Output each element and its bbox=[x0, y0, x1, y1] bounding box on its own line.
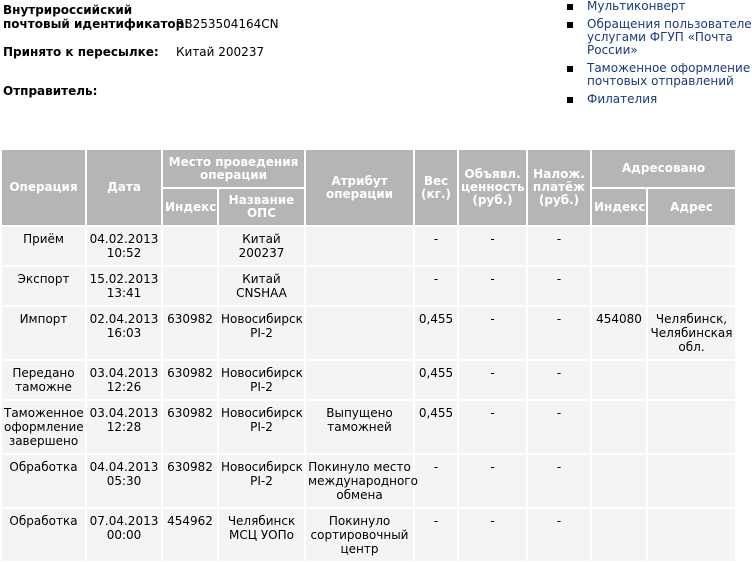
cell-ops-name-text: Китай bbox=[242, 272, 281, 286]
cell-date bbox=[86, 360, 162, 400]
cell-attribute bbox=[305, 306, 414, 360]
link-customs-line2: почтовых отправлений bbox=[587, 74, 734, 88]
header-address-index: Индекс bbox=[591, 188, 647, 226]
cell-address bbox=[647, 360, 736, 400]
cell-attribute-text: Покинуло место международного обмена bbox=[308, 460, 418, 502]
cell-operation bbox=[1, 454, 86, 508]
cell-attribute bbox=[305, 508, 414, 562]
cell-address-index-text: 454080 bbox=[596, 312, 642, 326]
cell-date-text: 07.04.2013 bbox=[89, 514, 159, 528]
cell-declared-value-text: - bbox=[490, 366, 495, 380]
cell-attribute bbox=[305, 266, 414, 306]
cell-weight bbox=[414, 400, 458, 454]
cell-date bbox=[86, 226, 162, 266]
link-customs-line1: Таможенное оформление bbox=[587, 61, 751, 75]
cell-ops-name bbox=[218, 266, 305, 306]
cell-ops-name bbox=[218, 508, 305, 562]
cell-date-text: 03.04.2013 bbox=[89, 366, 159, 380]
cell-operation bbox=[1, 360, 86, 400]
cell-address-index bbox=[591, 226, 647, 266]
cell-weight bbox=[414, 360, 458, 400]
cell-date-text: 10:52 bbox=[106, 246, 142, 260]
cell-weight bbox=[414, 266, 458, 306]
cell-weight bbox=[414, 226, 458, 266]
cell-date-text: 12:26 bbox=[106, 380, 142, 394]
cell-ops-name-text: МСЦ УОПо bbox=[229, 528, 294, 542]
cell-operation-text: Приём bbox=[23, 232, 64, 246]
cell-ops-name-text: PI-2 bbox=[250, 380, 273, 394]
cell-index-text: 630982 bbox=[167, 406, 213, 420]
link-appeals[interactable] bbox=[587, 17, 752, 57]
table-row bbox=[1, 360, 736, 400]
cell-declared-value-text: - bbox=[490, 232, 495, 246]
link-appeals-line3: России» bbox=[587, 43, 638, 57]
cell-weight-text: - bbox=[433, 232, 439, 246]
cell-address-index bbox=[591, 508, 647, 562]
cell-address-text: Челябинск, Челябинская обл. bbox=[650, 312, 733, 354]
cell-ops-name-text: CNSHAA bbox=[236, 286, 287, 300]
cell-attribute-text: Выпущено таможней bbox=[326, 406, 393, 434]
link-item-appeals bbox=[567, 17, 752, 57]
cell-index-text: 630982 bbox=[167, 366, 213, 380]
cell-declared-value-text: - bbox=[490, 406, 495, 420]
header-declared-value: Объявл. ценность (руб.) bbox=[458, 149, 527, 226]
cell-ops-name-text: PI-2 bbox=[250, 420, 273, 434]
cell-cod bbox=[527, 454, 591, 508]
link-multiconvert[interactable]: Мультиконверт bbox=[587, 0, 686, 13]
cell-date-text: 05:30 bbox=[106, 474, 142, 488]
cell-address-index bbox=[591, 266, 647, 306]
cell-date bbox=[86, 306, 162, 360]
cell-attribute bbox=[305, 400, 414, 454]
cell-index-text: 454962 bbox=[167, 514, 213, 528]
table-row bbox=[1, 306, 736, 360]
cell-address-index bbox=[591, 454, 647, 508]
cell-ops-name bbox=[218, 306, 305, 360]
link-philately[interactable]: Филателия bbox=[587, 92, 658, 106]
cell-cod bbox=[527, 266, 591, 306]
link-item-multiconvert bbox=[567, 0, 737, 13]
cell-ops-name-text: Новосибирск bbox=[221, 312, 303, 326]
cell-weight bbox=[414, 454, 458, 508]
cell-date-text: 00:00 bbox=[106, 528, 142, 542]
table-row bbox=[1, 266, 736, 306]
header-address: Адрес bbox=[647, 188, 736, 226]
cell-index bbox=[162, 226, 218, 266]
cell-operation-text: Экспорт bbox=[17, 272, 70, 286]
table-row bbox=[1, 508, 736, 562]
cell-index bbox=[162, 508, 218, 562]
cell-date bbox=[86, 400, 162, 454]
cell-operation bbox=[1, 508, 86, 562]
cell-address bbox=[647, 400, 736, 454]
cell-weight-text: 0,455 bbox=[418, 312, 454, 326]
cell-declared-value bbox=[458, 508, 527, 562]
cell-date bbox=[86, 508, 162, 562]
table-row bbox=[1, 454, 736, 508]
cell-cod bbox=[527, 226, 591, 266]
header-date: Дата bbox=[86, 149, 162, 226]
cell-weight-text: - bbox=[433, 514, 439, 528]
cell-date-text: 04.02.2013 bbox=[89, 232, 159, 246]
cell-address bbox=[647, 306, 736, 360]
cell-declared-value-text: - bbox=[490, 514, 495, 528]
shipment-info bbox=[3, 3, 189, 31]
cell-index bbox=[162, 400, 218, 454]
side-links bbox=[567, 0, 752, 111]
cell-address bbox=[647, 454, 736, 508]
cell-date-text: 12:28 bbox=[106, 420, 142, 434]
header-attribute: Атрибут операции bbox=[305, 149, 414, 226]
cell-declared-value bbox=[458, 400, 527, 454]
link-item-philately bbox=[567, 93, 737, 106]
cell-operation bbox=[1, 226, 86, 266]
table-row bbox=[1, 400, 736, 454]
cell-operation-text: Обработка bbox=[9, 460, 78, 474]
cell-index-text: 630982 bbox=[167, 312, 213, 326]
cell-attribute bbox=[305, 360, 414, 400]
cell-operation bbox=[1, 266, 86, 306]
cell-date bbox=[86, 454, 162, 508]
cell-attribute-text: Покинуло сортировочный центр bbox=[310, 514, 409, 556]
cell-cod bbox=[527, 360, 591, 400]
header-weight: Вес (кг.) bbox=[414, 149, 458, 226]
cell-operation bbox=[1, 400, 86, 454]
header-index: Индекс bbox=[162, 188, 218, 226]
cell-index bbox=[162, 454, 218, 508]
cell-ops-name-text: PI-2 bbox=[250, 474, 273, 488]
cell-ops-name bbox=[218, 360, 305, 400]
cell-ops-name-text: 200237 bbox=[238, 246, 285, 260]
cell-index bbox=[162, 306, 218, 360]
cell-operation-text: Таможенное оформление завершено bbox=[4, 406, 84, 448]
header-operation: Операция bbox=[1, 149, 86, 226]
cell-cod bbox=[527, 508, 591, 562]
cell-declared-value bbox=[458, 266, 527, 306]
cell-date-text: 15.02.2013 bbox=[89, 272, 159, 286]
cell-declared-value-text: - bbox=[490, 272, 495, 286]
id-label-line1: Внутрироссийский bbox=[3, 3, 133, 17]
id-label-line2: почтовый идентификатор: bbox=[3, 17, 190, 31]
cell-cod-text: - bbox=[556, 406, 562, 420]
sender-label: Отправитель: bbox=[3, 84, 98, 98]
cell-weight-text: - bbox=[433, 460, 439, 474]
cell-weight bbox=[414, 306, 458, 360]
cell-date-text: 03.04.2013 bbox=[89, 406, 159, 420]
cell-cod-text: - bbox=[556, 514, 562, 528]
cell-ops-name bbox=[218, 454, 305, 508]
cell-declared-value bbox=[458, 454, 527, 508]
cell-ops-name-text: Новосибирск bbox=[221, 460, 303, 474]
cell-operation bbox=[1, 306, 86, 360]
cell-ops-name bbox=[218, 226, 305, 266]
cell-address bbox=[647, 508, 736, 562]
cell-attribute bbox=[305, 226, 414, 266]
header-cod: Налож. платёж (руб.) bbox=[527, 149, 591, 226]
cell-weight-text: - bbox=[433, 272, 439, 286]
cell-ops-name-text: Челябинск bbox=[227, 514, 296, 528]
cell-index-text: 630982 bbox=[167, 460, 213, 474]
cell-declared-value bbox=[458, 306, 527, 360]
cell-cod-text: - bbox=[556, 232, 562, 246]
cell-weight-text: 0,455 bbox=[418, 366, 454, 380]
cell-date-text: 04.04.2013 bbox=[89, 460, 159, 474]
cell-operation-text: Обработка bbox=[9, 514, 78, 528]
cell-operation-text: Импорт bbox=[19, 312, 68, 326]
cell-cod-text: - bbox=[556, 460, 562, 474]
cell-cod-text: - bbox=[556, 312, 562, 326]
cell-declared-value-text: - bbox=[490, 460, 495, 474]
cell-address-index bbox=[591, 400, 647, 454]
header-ops-name: Название ОПС bbox=[218, 188, 305, 226]
cell-ops-name-text: Новосибирск bbox=[221, 366, 303, 380]
bullet-icon bbox=[567, 66, 573, 72]
cell-ops-name bbox=[218, 400, 305, 454]
cell-declared-value-text: - bbox=[490, 312, 495, 326]
bullet-icon bbox=[567, 4, 573, 10]
cell-address bbox=[647, 226, 736, 266]
cell-declared-value bbox=[458, 360, 527, 400]
cell-ops-name-text: Новосибирск bbox=[221, 406, 303, 420]
cell-address bbox=[647, 266, 736, 306]
cell-date-text: 16:03 bbox=[106, 326, 142, 340]
cell-cod-text: - bbox=[556, 366, 562, 380]
cell-cod bbox=[527, 400, 591, 454]
cell-cod bbox=[527, 306, 591, 360]
link-appeals-line2: услугами ФГУП «Почта bbox=[587, 30, 733, 44]
link-appeals-line1: Обращения пользователе bbox=[587, 17, 752, 31]
cell-date-text: 13:41 bbox=[106, 286, 142, 300]
cell-attribute bbox=[305, 454, 418, 508]
link-item-customs bbox=[567, 61, 751, 88]
header-addressed: Адресовано bbox=[591, 149, 736, 188]
cell-cod-text: - bbox=[556, 272, 562, 286]
bullet-icon bbox=[567, 22, 573, 28]
cell-declared-value bbox=[458, 226, 527, 266]
cell-weight bbox=[414, 508, 458, 562]
cell-index bbox=[162, 266, 218, 306]
link-customs[interactable] bbox=[587, 61, 750, 88]
cell-date bbox=[86, 266, 162, 306]
bullet-icon bbox=[567, 97, 573, 103]
accepted-value: Китай 200237 bbox=[176, 45, 265, 59]
header-place: Место проведения операции bbox=[162, 149, 305, 188]
tracking-table bbox=[0, 148, 737, 563]
cell-ops-name-text: Китай bbox=[242, 232, 281, 246]
cell-date-text: 02.04.2013 bbox=[89, 312, 159, 326]
cell-address-index bbox=[591, 306, 647, 360]
cell-weight-text: 0,455 bbox=[418, 406, 454, 420]
table-row bbox=[1, 226, 736, 266]
cell-index bbox=[162, 360, 218, 400]
cell-address-index bbox=[591, 360, 647, 400]
tracking-id-value: RB253504164CN bbox=[176, 17, 279, 31]
accepted-label: Принято к пересылке: bbox=[3, 45, 159, 59]
cell-operation-text: Передано таможне bbox=[12, 366, 75, 394]
cell-ops-name-text: PI-2 bbox=[250, 326, 273, 340]
